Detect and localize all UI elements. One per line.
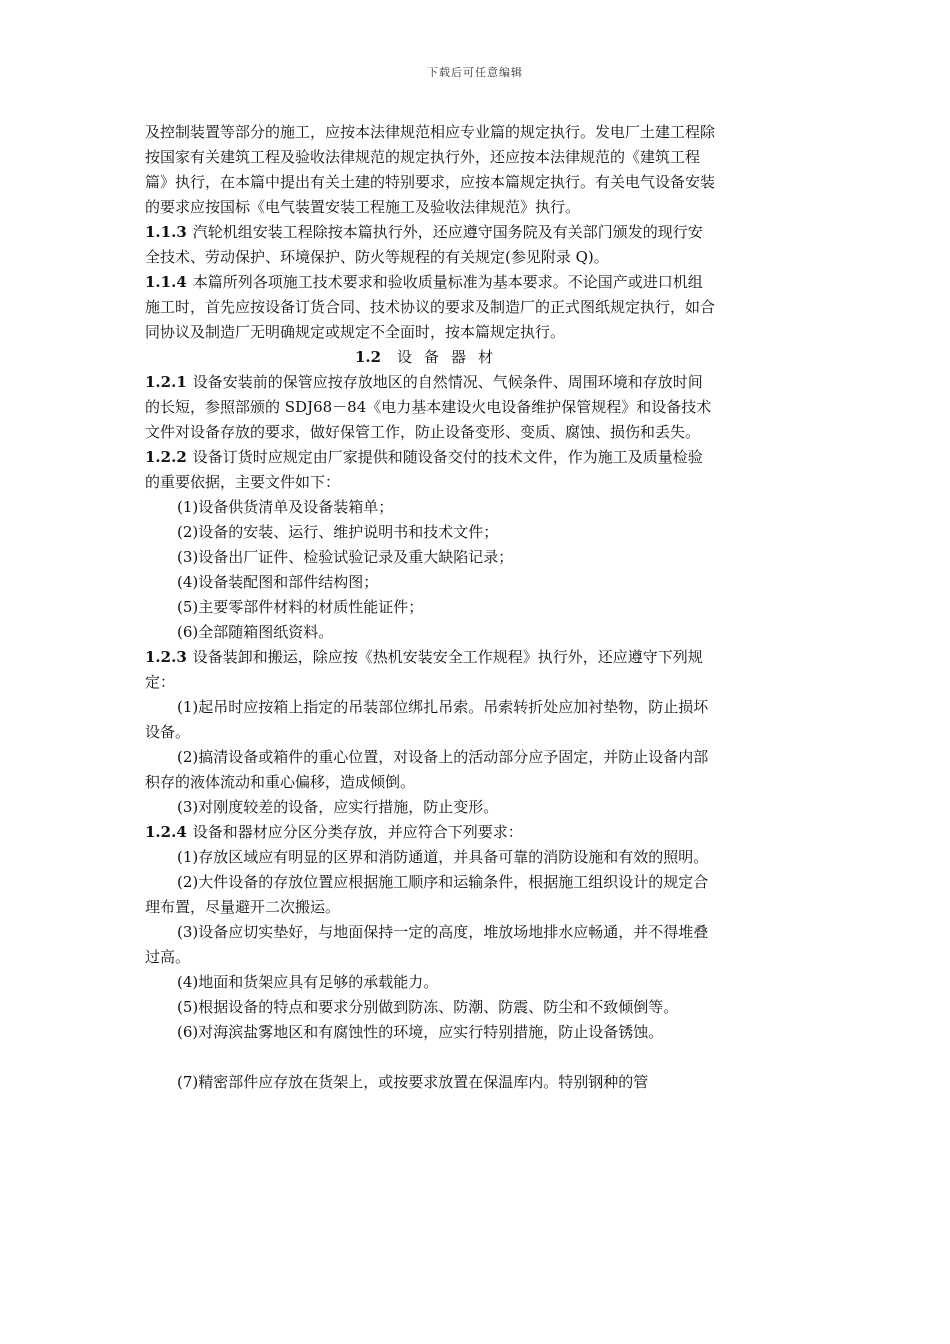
heading-title: 设备器材 — [397, 348, 506, 366]
list-item: (1)设备供货清单及设备装箱单； — [177, 498, 394, 516]
section-number: 1.2.1 — [145, 373, 187, 391]
section-text: 设备订货时应规定由厂家提供和随设备交付的技术文件，作为施工及质量检验的重要依据，主要文件如下： — [145, 448, 703, 491]
section-text: 本篇所列各项施工技术要求和验收质量标准为基本要求。不论国产或进口机组施工时，首先应按设备订货合同、技术协议的要求及制造厂的正式图纸规定执行，如合同协议及制造厂无明确规定或规定不全面时，按本篇规定执行。 — [145, 273, 716, 341]
list-item: (5)根据设备的特点和要求分别做到防冻、防潮、防震、防尘和不致倾倒等。 — [177, 998, 679, 1016]
section-1-1-3 — [145, 220, 715, 270]
list-item: (7)精密部件应存放在货架上，或按要求放置在保温库内。特别钢种的管 — [177, 1073, 649, 1091]
section-1-2-2 — [145, 445, 715, 495]
section-text: 设备和器材应分区分类存放，并应符合下列要求： — [192, 823, 523, 841]
section-number: 1.2.3 — [145, 648, 187, 666]
list-item: (5)主要零部件材料的材质性能证件； — [177, 598, 424, 616]
section-number: 1.2.4 — [145, 823, 187, 841]
list-item: (1)存放区域应有明显的区界和消防通道，并具备可靠的消防设施和有效的照明。 — [177, 848, 709, 866]
section-number: 1.1.3 — [145, 223, 187, 241]
document-body — [145, 120, 715, 1095]
list-item: (3)设备应切实垫好，与地面保持一定的高度，堆放场地排水应畅通，并不得堆叠过高。 — [145, 923, 709, 966]
list-item: (6)对海滨盐雾地区和有腐蚀性的环境，应实行特别措施，防止设备锈蚀。 — [177, 1023, 664, 1041]
list-item: (2)大件设备的存放位置应根据施工顺序和运输条件，根据施工组织设计的规定合理布置，尽量避开二次搬运。 — [145, 873, 709, 916]
paragraph-intro: 及控制装置等部分的施工，应按本法律规范相应专业篇的规定执行。发电厂土建工程除按国家有关建筑工程及验收法律规范的规定执行外，还应按本法律规范的《建筑工程篇》执行，在本篇中提出有关土建的特别要求，应按本篇规定执行。有关电气设备安装的要求应按国标《电气装置安装工程施工及验收法律规范》执行。 — [145, 123, 716, 216]
section-text: 汽轮机组安装工程除按本篇执行外，还应遵守国务院及有关部门颁发的现行安全技术、劳动保护、环境保护、防火等规程的有关规定(参见附录 Q)。 — [145, 223, 703, 266]
section-1-2-1 — [145, 370, 715, 445]
list-item: (3)设备出厂证件、检验试验记录及重大缺陷记录； — [177, 548, 514, 566]
section-number: 1.1.4 — [145, 273, 187, 291]
spacer — [145, 1045, 715, 1070]
section-1-2-3 — [145, 645, 715, 695]
list-item: (1)起吊时应按箱上指定的吊装部位绑扎吊索。吊索转折处应加衬垫物，防止损坏设备。 — [145, 698, 709, 741]
list-item: (2)设备的安装、运行、维护说明书和技术文件； — [177, 523, 499, 541]
list-item: (3)对刚度较差的设备，应实行措施，防止变形。 — [177, 798, 499, 816]
section-number: 1.2.2 — [145, 448, 187, 466]
heading-number: 1.2 — [354, 348, 382, 366]
section-text: 设备装卸和搬运，除应按《热机安装安全工作规程》执行外，还应遵守下列规定： — [145, 648, 703, 691]
list-item: (6)全部随箱图纸资料。 — [177, 623, 334, 641]
page-header: 下载后可任意编辑 — [427, 66, 523, 79]
list-item: (4)设备装配图和部件结构图； — [177, 573, 379, 591]
heading-1-2 — [145, 345, 715, 370]
section-1-1-4 — [145, 270, 715, 345]
section-1-2-4 — [145, 820, 715, 845]
list-item: (2)搞清设备或箱件的重心位置，对设备上的活动部分应予固定，并防止设备内部积存的液体流动和重心偏移，造成倾倒。 — [145, 748, 709, 791]
section-text: 设备安装前的保管应按存放地区的自然情况、气候条件、周围环境和存放时间的长短，参照部颁的 SDJ68－84《电力基本建设火电设备维护保管规程》和设备技术文件对设备存放的要求，做好保管工作，防止设备变形、变质、腐蚀、损伤和丢失。 — [145, 373, 712, 441]
list-item: (4)地面和货架应具有足够的承载能力。 — [177, 973, 439, 991]
